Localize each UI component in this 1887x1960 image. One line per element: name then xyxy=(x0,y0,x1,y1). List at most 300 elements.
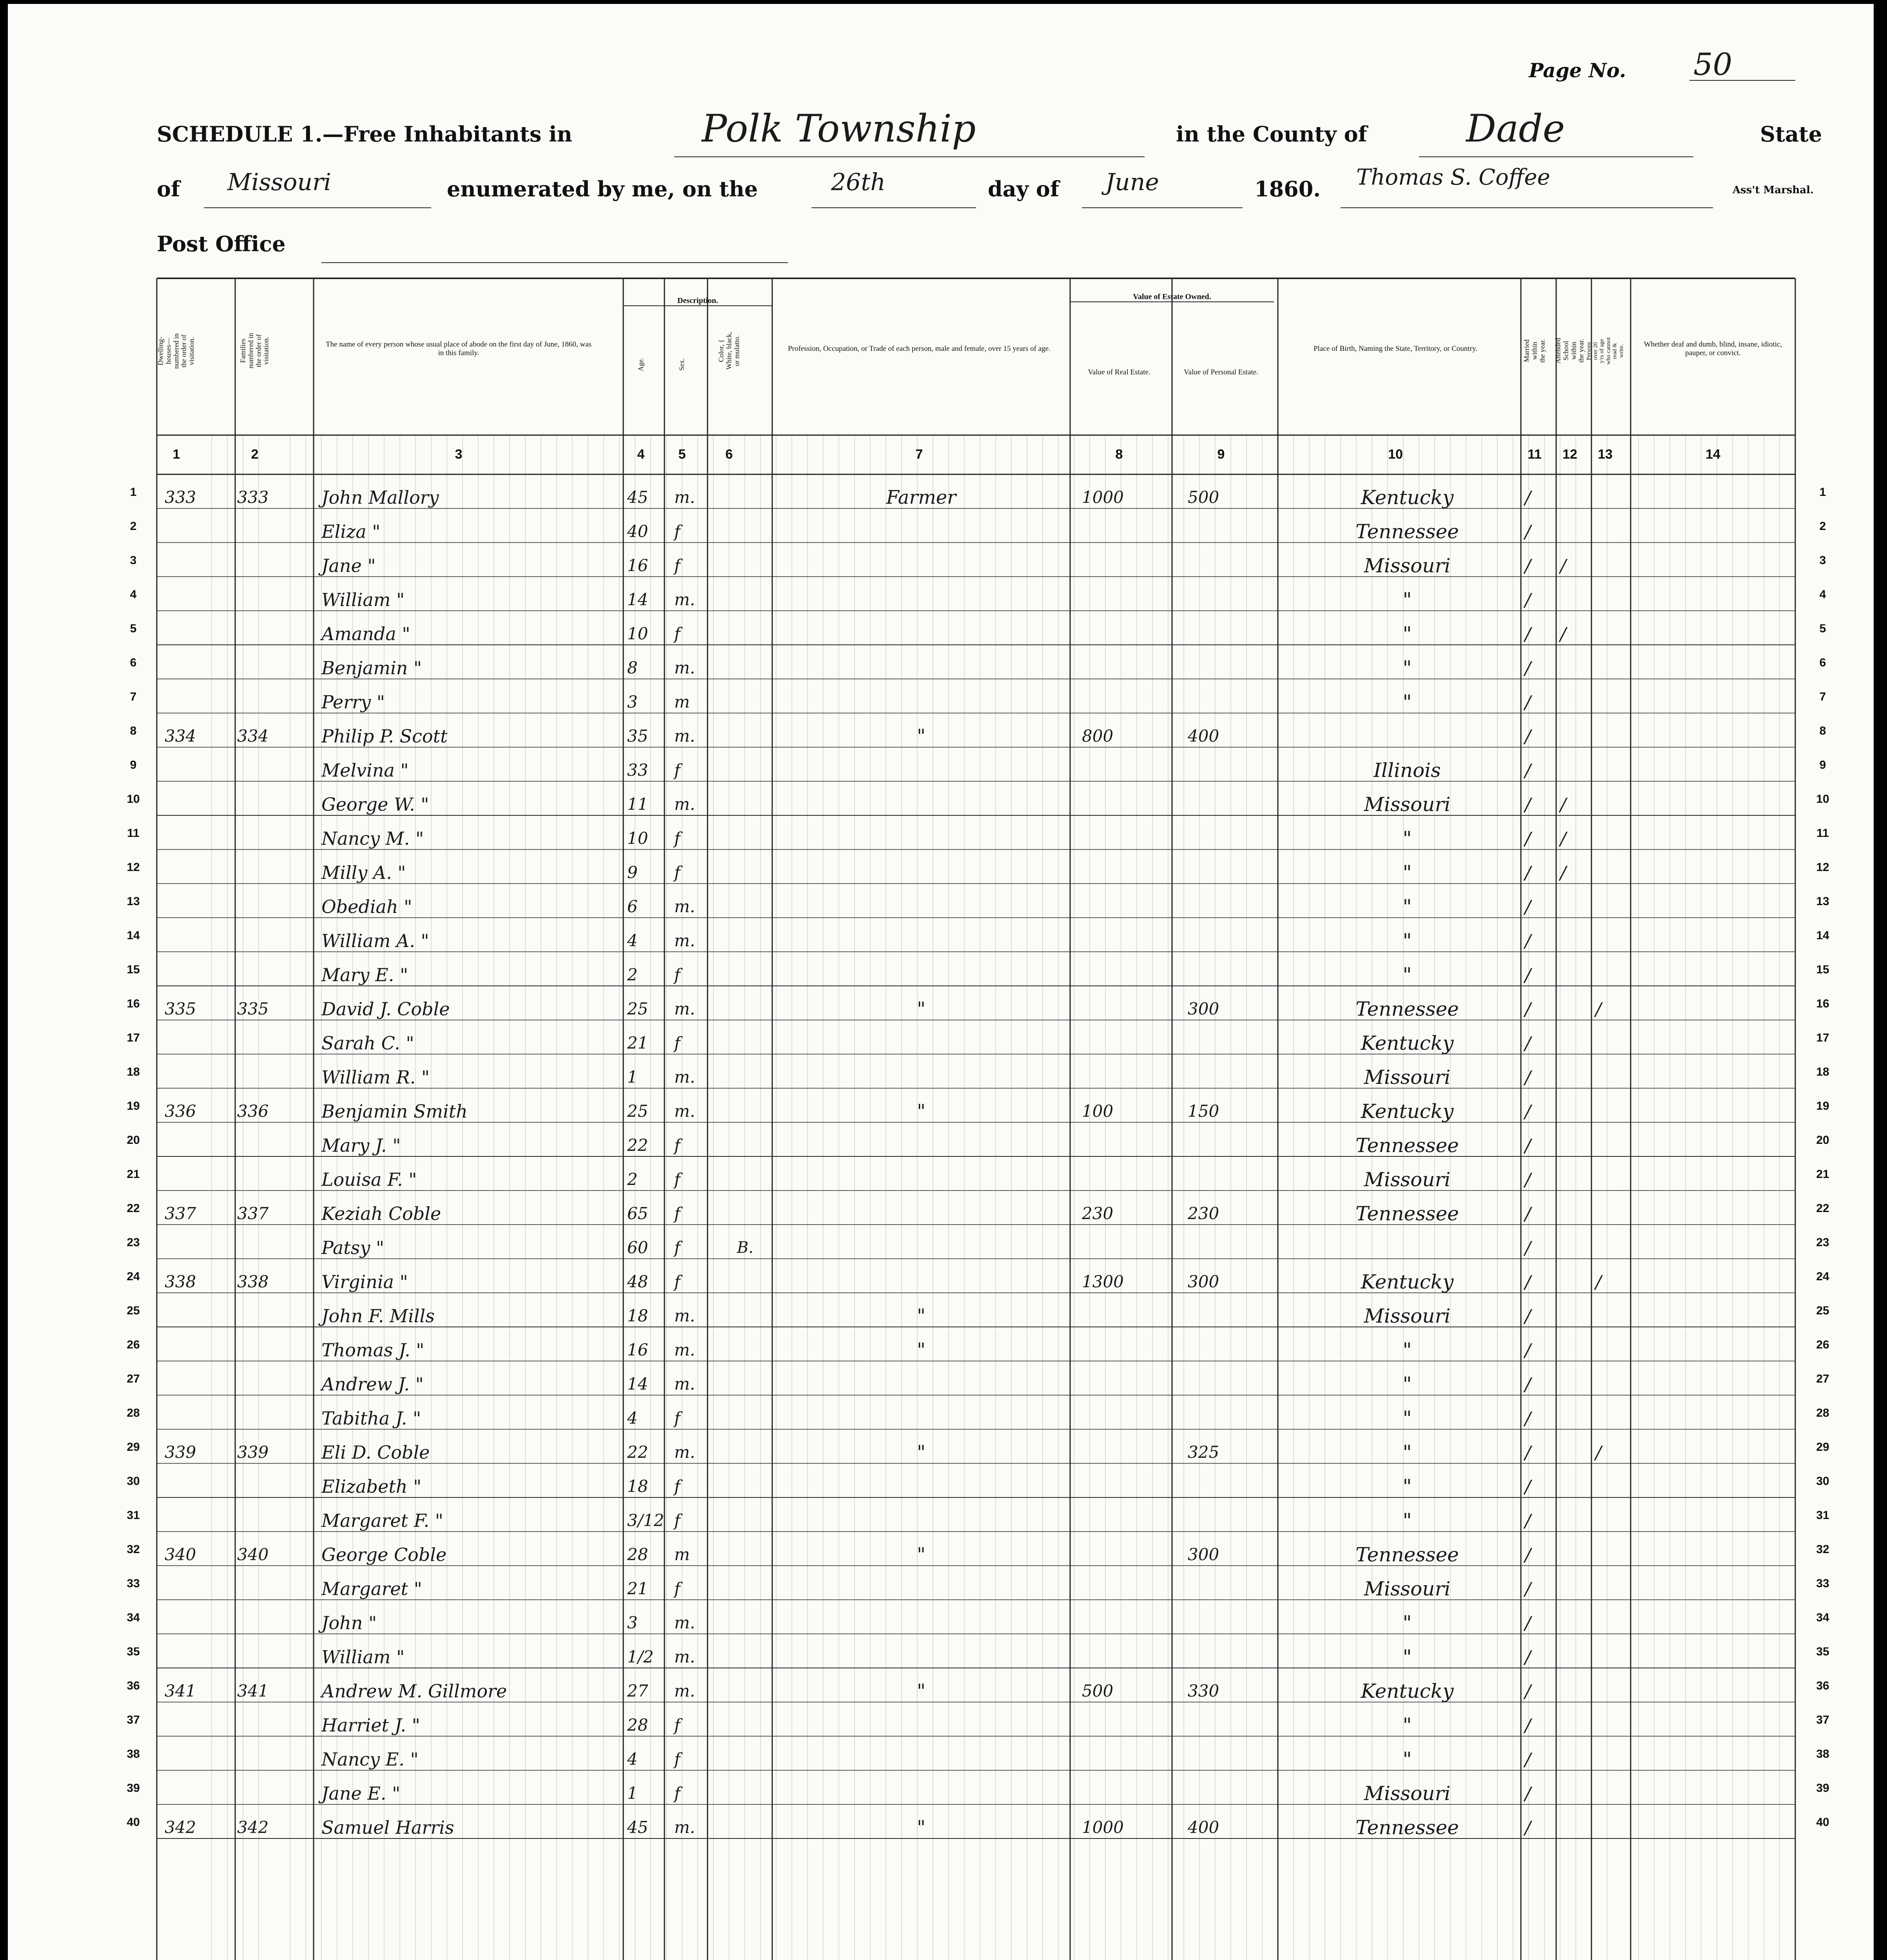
table-row xyxy=(8,1606,1874,1640)
age: 1 xyxy=(627,1067,638,1087)
person-name: Benjamin " xyxy=(321,657,422,679)
line-number-right: 37 xyxy=(1816,1713,1829,1726)
line-number-right: 29 xyxy=(1816,1441,1829,1454)
col-header-estate-group: Value of Estate Owned. xyxy=(1133,292,1211,301)
line-number-right: 24 xyxy=(1816,1270,1829,1283)
line-number-right: 26 xyxy=(1816,1338,1829,1351)
age: 14 xyxy=(627,1374,648,1394)
line-number-right: 5 xyxy=(1819,622,1826,635)
age: 35 xyxy=(627,726,648,746)
line-number-left: 34 xyxy=(127,1611,140,1624)
birthplace xyxy=(1297,722,1517,750)
occupation: " xyxy=(916,725,926,747)
table-row xyxy=(8,548,1874,583)
table-row xyxy=(8,1060,1874,1094)
age: 4 xyxy=(627,1749,638,1769)
person-name: Louisa F. " xyxy=(321,1169,417,1190)
line-number-right: 15 xyxy=(1816,963,1829,976)
birthplace: Kentucky xyxy=(1361,1270,1454,1293)
sex: f xyxy=(674,1238,680,1257)
line-number-left: 32 xyxy=(127,1543,140,1556)
line-number-left: 35 xyxy=(127,1645,140,1658)
married-mark: / xyxy=(1525,589,1531,610)
age: 28 xyxy=(627,1715,648,1735)
birthplace: " xyxy=(1403,1339,1412,1361)
dwelling-number: 336 xyxy=(165,1102,196,1121)
age: 18 xyxy=(627,1306,648,1325)
table-row xyxy=(8,651,1874,685)
age: 9 xyxy=(627,863,638,882)
married-mark: / xyxy=(1525,521,1531,542)
occupation xyxy=(796,893,1047,921)
occupation xyxy=(796,756,1047,784)
family-number: 334 xyxy=(237,726,269,746)
birthplace: Missouri xyxy=(1364,1782,1451,1805)
day-of-label: day of xyxy=(988,176,1060,201)
line-number-right: 23 xyxy=(1816,1236,1829,1249)
column-number: 5 xyxy=(678,447,686,462)
line-number-right: 27 xyxy=(1816,1372,1829,1385)
birthplace: " xyxy=(1403,1373,1412,1396)
family-number: 342 xyxy=(237,1818,269,1837)
line-number-right: 9 xyxy=(1819,759,1826,771)
occupation: " xyxy=(916,1339,926,1361)
birthplace: " xyxy=(1403,1475,1412,1498)
occupation xyxy=(796,1268,1047,1296)
married-mark: / xyxy=(1525,726,1531,747)
age: 11 xyxy=(627,795,648,814)
birthplace: " xyxy=(1403,657,1412,679)
table-row xyxy=(8,1469,1874,1503)
married-mark: / xyxy=(1525,1646,1531,1668)
person-name: Virginia " xyxy=(321,1271,408,1292)
column-number: 1 xyxy=(172,447,180,462)
sex: m. xyxy=(674,488,695,507)
dwelling-number: 334 xyxy=(165,726,196,746)
table-row xyxy=(8,1640,1874,1674)
married-mark: / xyxy=(1525,1374,1531,1395)
person-name: John Mallory xyxy=(321,487,439,508)
line-number-left: 28 xyxy=(127,1406,140,1419)
occupation: " xyxy=(916,1817,926,1838)
birthplace: " xyxy=(1403,1407,1412,1430)
birthplace: Tennessee xyxy=(1355,520,1459,543)
person-name: Philip P. Scott xyxy=(321,726,448,747)
line-number-left: 7 xyxy=(130,690,137,703)
sex: m xyxy=(674,692,690,711)
table-row xyxy=(8,1265,1874,1299)
real-estate-value: 1000 xyxy=(1082,1818,1124,1837)
birthplace: Missouri xyxy=(1364,1577,1451,1600)
line-number-left: 23 xyxy=(127,1236,140,1249)
married-mark: / xyxy=(1525,487,1531,508)
occupation xyxy=(796,1165,1047,1194)
line-number-left: 19 xyxy=(127,1100,140,1112)
sex: m. xyxy=(674,897,695,916)
occupation: " xyxy=(916,998,926,1020)
birthplace xyxy=(1297,1234,1517,1262)
married-mark: / xyxy=(1525,1135,1531,1156)
personal-estate-value: 400 xyxy=(1188,1818,1219,1837)
line-number-right: 20 xyxy=(1816,1134,1829,1147)
married-mark: / xyxy=(1525,930,1531,951)
family-number: 339 xyxy=(237,1443,269,1462)
married-mark: / xyxy=(1525,1339,1531,1361)
line-number-right: 19 xyxy=(1816,1100,1829,1112)
married-mark: / xyxy=(1525,555,1531,576)
marshal-name: Thomas S. Coffee xyxy=(1356,165,1550,190)
line-number-right: 39 xyxy=(1816,1782,1829,1795)
married-mark: / xyxy=(1525,964,1531,985)
occupation: " xyxy=(916,1441,926,1463)
table-row xyxy=(8,1776,1874,1810)
person-name: Thomas J. " xyxy=(321,1339,425,1361)
age: 65 xyxy=(627,1204,648,1223)
color: B. xyxy=(737,1239,754,1257)
married-mark: / xyxy=(1525,1544,1531,1565)
personal-estate-value: 300 xyxy=(1188,1545,1219,1564)
occupation: " xyxy=(916,1100,926,1122)
table-row xyxy=(8,1572,1874,1606)
married-mark: / xyxy=(1525,1578,1531,1599)
married-mark: / xyxy=(1525,794,1531,815)
table-row xyxy=(8,685,1874,719)
birthplace: " xyxy=(1403,1612,1412,1634)
line-number-right: 7 xyxy=(1819,690,1826,703)
table-row xyxy=(8,1537,1874,1572)
line-number-right: 8 xyxy=(1819,724,1826,737)
year: 1860. xyxy=(1254,176,1321,201)
person-name: George W. " xyxy=(321,794,429,815)
line-number-left: 9 xyxy=(130,759,137,771)
birthplace: Tennessee xyxy=(1355,1816,1459,1839)
sex: m. xyxy=(674,658,695,677)
occupation xyxy=(796,1711,1047,1739)
sex: m xyxy=(674,1545,690,1564)
line-number-left: 13 xyxy=(127,895,140,908)
sex: f xyxy=(674,1408,680,1428)
line-number-right: 16 xyxy=(1816,997,1829,1010)
line-number-left: 6 xyxy=(130,656,137,669)
married-mark: / xyxy=(1525,657,1531,679)
table-row xyxy=(8,992,1874,1026)
sex: f xyxy=(674,863,680,882)
person-name: Margaret F. " xyxy=(321,1510,443,1531)
line-number-right: 35 xyxy=(1816,1645,1829,1658)
line-number-left: 14 xyxy=(127,929,140,942)
column-number: 3 xyxy=(455,447,463,462)
married-mark: / xyxy=(1525,998,1531,1020)
family-number: 333 xyxy=(237,488,269,507)
age: 8 xyxy=(627,658,638,677)
sex: m. xyxy=(674,1818,695,1837)
line-number-left: 15 xyxy=(127,963,140,976)
person-name: Andrew M. Gillmore xyxy=(321,1681,507,1702)
table-row xyxy=(8,514,1874,548)
line-number-left: 25 xyxy=(127,1304,140,1317)
table-row xyxy=(8,1162,1874,1196)
sex: m. xyxy=(674,931,695,950)
line-number-right: 4 xyxy=(1819,588,1826,601)
age: 2 xyxy=(627,965,638,984)
age: 4 xyxy=(627,1408,638,1428)
line-number-left: 5 xyxy=(130,622,137,635)
person-name: Margaret " xyxy=(321,1578,422,1599)
occupation: " xyxy=(916,1544,926,1566)
table-row xyxy=(8,617,1874,651)
table-row xyxy=(8,1094,1874,1128)
col-header-name: The name of every person whose usual place of abode on the first day of June, 1860, was in this family. xyxy=(326,340,592,357)
column-number: 12 xyxy=(1562,447,1577,462)
line-number-left: 4 xyxy=(130,588,137,601)
line-number-left: 12 xyxy=(127,861,140,874)
family-number: 335 xyxy=(237,999,269,1018)
birthplace: " xyxy=(1403,929,1412,952)
line-number-right: 18 xyxy=(1816,1065,1829,1078)
occupation xyxy=(796,620,1047,648)
age: 6 xyxy=(627,897,638,916)
sex: f xyxy=(674,1477,680,1496)
person-name: Mary E. " xyxy=(321,964,408,985)
married-mark: / xyxy=(1525,1817,1531,1838)
sex: m. xyxy=(674,999,695,1018)
personal-estate-value: 400 xyxy=(1188,726,1219,746)
age: 25 xyxy=(627,1102,648,1121)
occupation xyxy=(796,961,1047,989)
sex: m. xyxy=(674,1067,695,1087)
person-name: John F. Mills xyxy=(321,1305,435,1327)
table-row xyxy=(8,1299,1874,1333)
table-row xyxy=(8,753,1874,787)
line-number-right: 10 xyxy=(1816,793,1829,806)
person-name: Samuel Harris xyxy=(321,1817,454,1838)
real-estate-value: 1000 xyxy=(1082,488,1124,507)
birthplace: " xyxy=(1403,964,1412,986)
married-mark: / xyxy=(1525,1749,1531,1770)
line-number-right: 2 xyxy=(1819,520,1826,533)
birthplace: Tennessee xyxy=(1355,998,1459,1020)
line-number-right: 34 xyxy=(1816,1611,1829,1624)
occupation xyxy=(796,1370,1047,1398)
married-mark: / xyxy=(1525,760,1531,781)
real-estate-value: 500 xyxy=(1082,1681,1114,1700)
line-number-right: 31 xyxy=(1816,1509,1829,1522)
person-name: David J. Coble xyxy=(321,998,450,1020)
age: 16 xyxy=(627,1340,648,1359)
township-name: Polk Township xyxy=(702,107,976,151)
line-number-right: 12 xyxy=(1816,861,1829,874)
line-number-right: 38 xyxy=(1816,1748,1829,1760)
birthplace: " xyxy=(1403,1714,1412,1737)
table-row xyxy=(8,958,1874,992)
birthplace: Tennessee xyxy=(1355,1134,1459,1157)
sex: m. xyxy=(674,1306,695,1325)
occupation xyxy=(796,858,1047,887)
occupation xyxy=(796,688,1047,716)
table-row xyxy=(8,1674,1874,1708)
birthplace: " xyxy=(1403,861,1412,884)
enumerated-label: enumerated by me, on the xyxy=(447,176,758,201)
person-name: Mary J. " xyxy=(321,1135,401,1156)
age: 28 xyxy=(627,1545,648,1564)
age: 14 xyxy=(627,590,648,609)
married-mark: / xyxy=(1525,623,1531,644)
sex: f xyxy=(674,522,680,541)
personal-estate-value: 325 xyxy=(1188,1443,1219,1462)
column-number: 7 xyxy=(915,447,923,462)
marshal-label: Ass't Marshal. xyxy=(1733,184,1814,196)
census-sheet xyxy=(8,4,1874,1960)
birthplace: " xyxy=(1403,691,1412,713)
personal-estate-value: 500 xyxy=(1188,488,1219,507)
dwelling-number: 341 xyxy=(165,1681,196,1700)
column-number: 6 xyxy=(725,447,733,462)
table-row xyxy=(8,1196,1874,1230)
school-mark: / xyxy=(1560,794,1566,815)
personal-estate-value: 330 xyxy=(1188,1681,1219,1700)
column-number: 13 xyxy=(1598,447,1613,462)
table-row xyxy=(8,924,1874,958)
person-name: Obediah " xyxy=(321,896,412,917)
birthplace: Missouri xyxy=(1364,793,1451,816)
column-number: 10 xyxy=(1388,447,1403,462)
sex: f xyxy=(674,760,680,780)
table-row xyxy=(8,1742,1874,1776)
person-name: John " xyxy=(321,1612,377,1633)
age: 25 xyxy=(627,999,648,1018)
person-name: Perry " xyxy=(321,691,385,713)
state-label: State xyxy=(1760,122,1822,147)
occupation xyxy=(796,1643,1047,1671)
married-mark: / xyxy=(1525,1067,1531,1088)
illiterate-mark: / xyxy=(1595,998,1602,1020)
table-row xyxy=(8,1367,1874,1401)
birthplace: Missouri xyxy=(1364,1066,1451,1089)
sex: m. xyxy=(674,1374,695,1394)
married-mark: / xyxy=(1525,1101,1531,1122)
line-number-left: 29 xyxy=(127,1441,140,1454)
personal-estate-value: 230 xyxy=(1188,1204,1219,1223)
illiterate-mark: / xyxy=(1595,1442,1602,1463)
table-row xyxy=(8,1333,1874,1367)
age: 3/12 xyxy=(627,1511,664,1530)
occupation xyxy=(796,1063,1047,1091)
occupation xyxy=(796,586,1047,614)
person-name: Patsy " xyxy=(321,1237,385,1258)
married-mark: / xyxy=(1525,1715,1531,1736)
line-number-right: 14 xyxy=(1816,929,1829,942)
real-estate-value: 800 xyxy=(1082,726,1114,746)
dwelling-number: 342 xyxy=(165,1818,196,1837)
age: 3 xyxy=(627,1613,638,1632)
birthplace: Illinois xyxy=(1374,759,1441,782)
birthplace: Tennessee xyxy=(1355,1202,1459,1225)
person-name: Benjamin Smith xyxy=(321,1101,468,1122)
line-number-left: 36 xyxy=(127,1679,140,1692)
line-number-left: 30 xyxy=(127,1475,140,1488)
person-name: William R. " xyxy=(321,1067,430,1088)
table-row xyxy=(8,480,1874,514)
sex: m. xyxy=(674,590,695,609)
age: 10 xyxy=(627,829,648,848)
line-number-right: 40 xyxy=(1816,1816,1829,1829)
line-number-right: 1 xyxy=(1819,486,1826,499)
column-number: 9 xyxy=(1217,447,1225,462)
birthplace: " xyxy=(1403,1748,1412,1771)
married-mark: / xyxy=(1525,1612,1531,1633)
line-number-left: 39 xyxy=(127,1782,140,1795)
line-number-left: 11 xyxy=(127,827,140,840)
age: 2 xyxy=(627,1170,638,1189)
birthplace: Missouri xyxy=(1364,554,1451,577)
line-number-left: 21 xyxy=(127,1168,140,1181)
occupation xyxy=(796,927,1047,955)
col-header-occupation: Profession, Occupation, or Trade of each person, male and female, over 15 years of age. xyxy=(788,345,1051,353)
person-name: Jane " xyxy=(321,555,376,576)
married-mark: / xyxy=(1525,1510,1531,1531)
sex: m. xyxy=(674,1443,695,1462)
line-number-left: 1 xyxy=(130,486,137,499)
married-mark: / xyxy=(1525,1169,1531,1190)
age: 1/2 xyxy=(627,1647,654,1666)
occupation xyxy=(796,1575,1047,1603)
age: 45 xyxy=(627,488,648,507)
person-name: Eliza " xyxy=(321,521,381,542)
occupation xyxy=(796,1779,1047,1808)
person-name: Nancy M. " xyxy=(321,828,424,849)
of-label: of xyxy=(157,176,180,201)
sex: m. xyxy=(674,1340,695,1359)
table-row xyxy=(8,1128,1874,1162)
age: 3 xyxy=(627,692,638,711)
col-header-dwelling: Dwelling-houses—numbered in the order of visitation. xyxy=(156,333,196,369)
age: 22 xyxy=(627,1136,648,1155)
birthplace: Kentucky xyxy=(1361,486,1454,509)
line-number-left: 27 xyxy=(127,1372,140,1385)
illiterate-mark: / xyxy=(1595,1271,1602,1292)
line-number-left: 33 xyxy=(127,1577,140,1590)
person-name: Nancy E. " xyxy=(321,1749,419,1770)
line-number-right: 6 xyxy=(1819,656,1826,669)
table-row xyxy=(8,787,1874,821)
person-name: William " xyxy=(321,1646,405,1668)
occupation xyxy=(796,824,1047,853)
birthplace: Kentucky xyxy=(1361,1680,1454,1702)
line-number-right: 3 xyxy=(1819,554,1826,567)
enumeration-day: 26th xyxy=(831,169,886,196)
sex: m. xyxy=(674,1681,695,1700)
line-number-left: 22 xyxy=(127,1202,140,1215)
col-header-school: Attended School within the year. xyxy=(1554,338,1585,364)
birthplace: " xyxy=(1403,588,1412,611)
line-number-right: 11 xyxy=(1816,827,1829,840)
personal-estate-value: 300 xyxy=(1188,999,1219,1018)
column-number: 14 xyxy=(1706,447,1720,462)
occupation xyxy=(796,1609,1047,1637)
age: 21 xyxy=(627,1579,648,1598)
line-number-right: 32 xyxy=(1816,1543,1829,1556)
line-number-right: 28 xyxy=(1816,1406,1829,1419)
married-mark: / xyxy=(1525,1783,1531,1804)
age: 16 xyxy=(627,556,648,575)
sex: f xyxy=(674,965,680,984)
line-number-left: 40 xyxy=(127,1816,140,1829)
sex: f xyxy=(674,1033,680,1053)
sex: m. xyxy=(674,1613,695,1632)
occupation: " xyxy=(916,1680,926,1702)
column-number: 2 xyxy=(251,447,259,462)
person-name: George Coble xyxy=(321,1544,447,1565)
